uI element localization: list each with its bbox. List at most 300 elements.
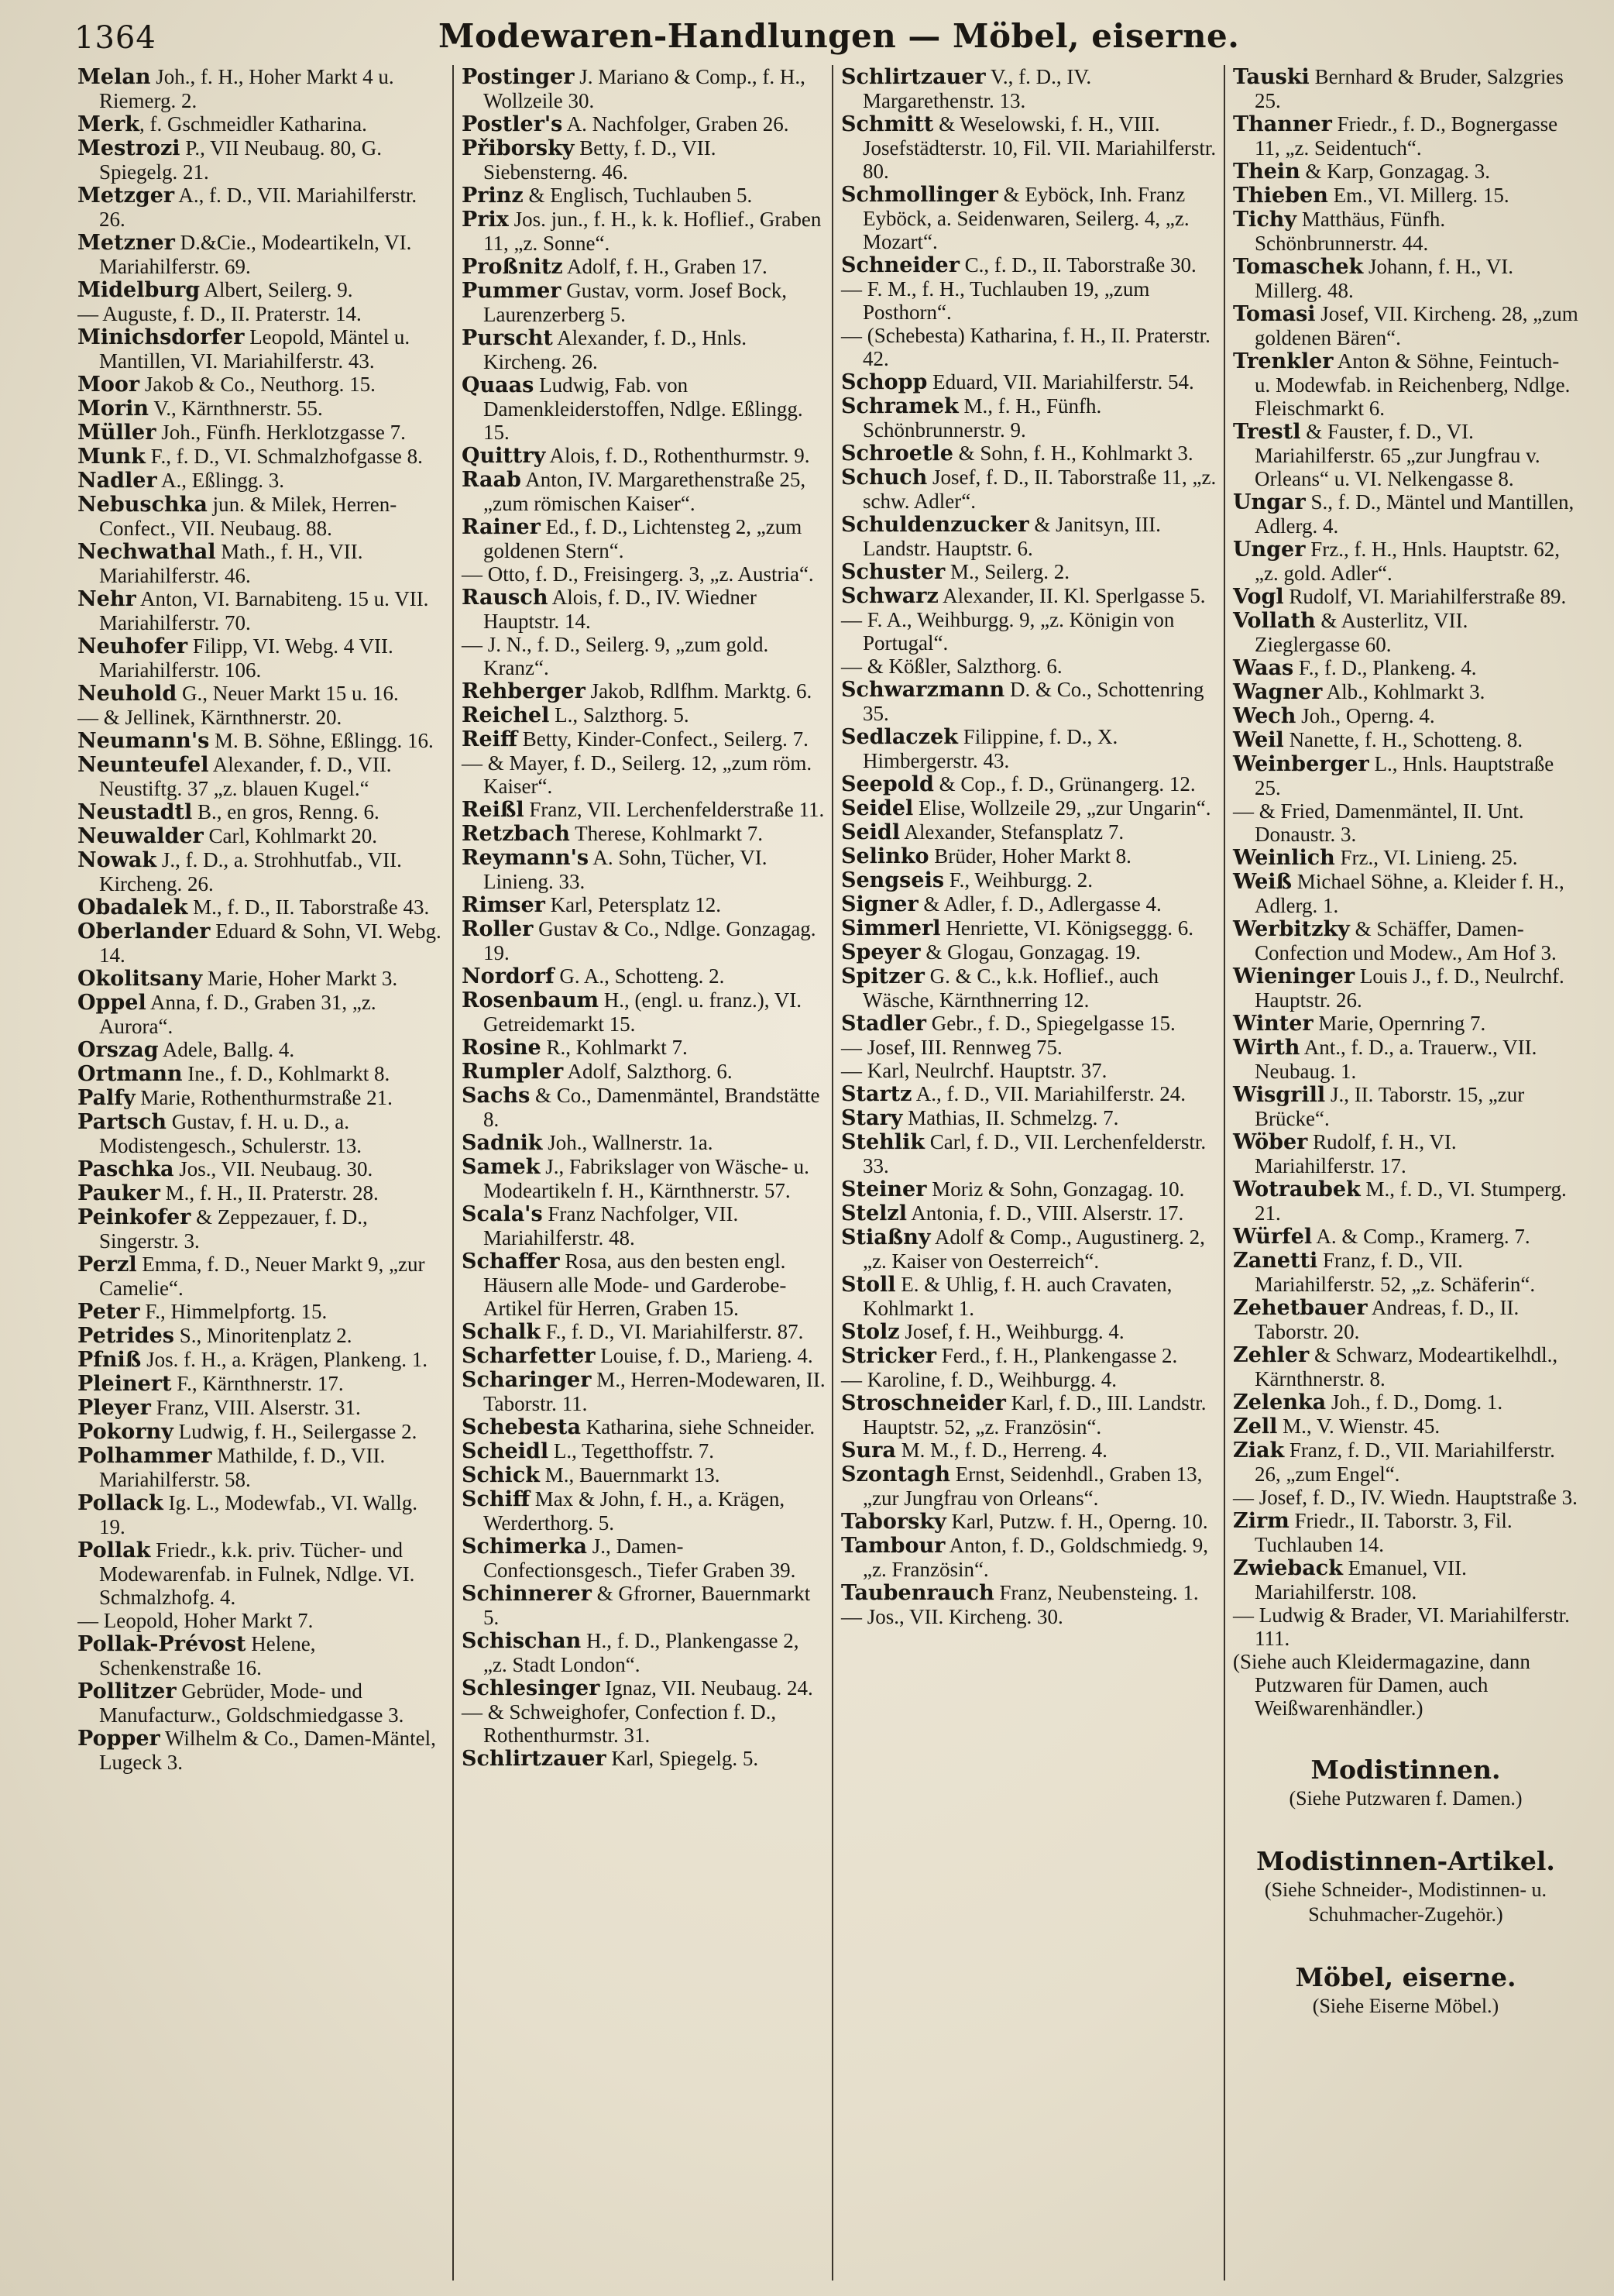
entry-name: Nowak — [77, 848, 157, 872]
directory-entry — [462, 893, 827, 917]
entry-name: Stolz — [841, 1320, 900, 1344]
entry-name: Partsch — [77, 1110, 167, 1134]
entry-name: Schischan — [462, 1629, 582, 1653]
entry-name: Pleinert — [77, 1372, 172, 1396]
entry-details: & Cop., f. D., Grünangerg. 12. — [933, 772, 1196, 796]
directory-entry — [1233, 302, 1578, 349]
entry-details: — & Mayer, f. D., Seilerg. 12, „zum röm. Kaiser“. — [462, 751, 812, 798]
entry-name: Munk — [77, 445, 146, 469]
entry-name: Pleyer — [77, 1396, 151, 1420]
entry-details: V., Kärnthnerstr. 55. — [149, 397, 323, 420]
entry-details: Josef, f. H., Weihburgg. 4. — [899, 1320, 1125, 1343]
directory-entry — [841, 892, 1219, 916]
entry-name: Neuhold — [77, 682, 177, 706]
directory-entry — [841, 370, 1219, 394]
directory-entry — [462, 822, 827, 846]
entry-details: Helene, Schenkenstraße 16. — [99, 1632, 316, 1679]
directory-entry — [462, 112, 827, 136]
directory-entry — [1233, 349, 1578, 420]
entry-details: — & Kößler, Salzthorg. 6. — [841, 655, 1063, 678]
entry-details: & Schwarz, Modeartikelhdl., Kärnthnerstr. 8. — [1255, 1343, 1558, 1390]
entry-name: Weiß — [1233, 870, 1293, 894]
entry-details: M., Herren-Modewaren, II. Taborstr. 11. — [483, 1368, 826, 1415]
entry-details: Em., VI. Millerg. 15. — [1327, 184, 1509, 207]
directory-entry — [841, 964, 1219, 1012]
directory-columns — [77, 65, 1583, 2281]
directory-entry — [77, 445, 448, 469]
directory-entry — [841, 655, 1219, 678]
directory-entry — [462, 279, 827, 326]
directory-entry — [1233, 917, 1578, 964]
entry-name: Oppel — [77, 991, 146, 1015]
directory-entry — [1233, 680, 1578, 704]
directory-entry — [841, 1106, 1219, 1130]
entry-details: F., Himmelpfortg. 15. — [139, 1300, 328, 1323]
directory-entry — [462, 136, 827, 184]
entry-name: Schimerka — [462, 1535, 587, 1559]
directory-entry — [77, 1679, 448, 1727]
entry-name: Sura — [841, 1438, 896, 1462]
directory-entry — [1233, 1225, 1578, 1249]
entry-name: Weil — [1233, 728, 1284, 752]
entry-details: Franz, VII. Lerchenfelderstraße 11. — [524, 798, 825, 821]
entry-name: Schiff — [462, 1487, 530, 1511]
directory-entry — [462, 1368, 827, 1415]
entry-details: — F. A., Weihburgg. 9, „z. Königin von Portugal“. — [841, 608, 1175, 655]
entry-details: F., f. D., VI. Schmalzhofgasse 8. — [145, 445, 423, 468]
entry-details: Betty, Kinder-Confect., Seilerg. 7. — [517, 727, 809, 751]
entry-details: R., Kohlmarkt 7. — [541, 1036, 688, 1059]
column-2 — [452, 65, 832, 2281]
entry-name: Zirm — [1233, 1509, 1289, 1533]
directory-entry — [462, 1155, 827, 1202]
entry-details: Louise, f. D., Marieng. 4. — [595, 1344, 813, 1367]
entry-details: M., f. D., II. Taborstraße 43. — [187, 895, 430, 919]
directory-entry — [77, 1157, 448, 1181]
entry-name: Unger — [1233, 538, 1306, 562]
directory-entry — [1233, 1249, 1578, 1296]
directory-entry — [841, 1438, 1219, 1462]
entry-details: — J. N., f. D., Seilerg. 9, „zum gold. Kranz“. — [462, 633, 769, 679]
entry-name: Thieben — [1233, 184, 1328, 208]
entry-details: Michael Söhne, a. Kleider f. H., Adlerg. 1. — [1255, 870, 1564, 917]
entry-details: Joh., f. H., Hoher Markt 4 u. Riemerg. 2. — [99, 65, 394, 112]
entry-details: & Glogau, Gonzagag. 19. — [920, 940, 1141, 964]
entry-details: G. A., Schotteng. 2. — [554, 964, 725, 988]
entry-name: Weinlich — [1233, 846, 1335, 870]
entry-name: Spitzer — [841, 964, 925, 988]
entry-details: Eduard & Sohn, VI. Webg. 14. — [99, 919, 441, 967]
entry-details: Rosa, aus den besten engl. Häusern alle Mode- und Garderobe-Artikel für Herren, Graben 15. — [483, 1249, 787, 1320]
directory-entry — [77, 1609, 448, 1632]
entry-name: Taubenrauch — [841, 1581, 994, 1605]
directory-entry — [77, 421, 448, 445]
entry-details: Ed., f. D., Lichtensteg 2, „zum goldenen Stern“. — [483, 515, 802, 562]
directory-entry — [1233, 160, 1578, 184]
entry-name: Pollitzer — [77, 1679, 177, 1703]
directory-entry — [841, 183, 1219, 253]
entry-name: Rumpler — [462, 1060, 564, 1084]
directory-entry — [462, 1415, 827, 1439]
entry-details: — Auguste, f. D., II. Praterstr. 14. — [77, 302, 362, 325]
column-4 — [1224, 65, 1583, 2281]
entry-name: Pollak — [77, 1538, 151, 1562]
entry-details: — (Schebesta) Katharina, f. H., II. Praterstr. 42. — [841, 324, 1210, 370]
entry-details: Anna, f. D., Graben 31, „z. Aurora“. — [99, 991, 376, 1038]
directory-entry — [841, 1082, 1219, 1106]
entry-details: Henriette, VI. Königseggg. 6. — [940, 916, 1194, 940]
entry-name: Postinger — [462, 65, 575, 89]
entry-details: Ferd., f. H., Plankengasse 2. — [936, 1344, 1178, 1367]
directory-entry — [841, 1510, 1219, 1534]
directory-entry — [462, 703, 827, 727]
entry-details: B., en gros, Renng. 6. — [192, 800, 379, 823]
entry-name: Zehler — [1233, 1343, 1310, 1367]
entry-name: Müller — [77, 421, 156, 445]
entry-name: Peter — [77, 1300, 140, 1324]
entry-name: Rosine — [462, 1036, 541, 1060]
entry-details: Gustav, f. H. u. D., a. Modistengesch., Schulerstr. 13. — [99, 1110, 362, 1157]
entry-name: Schwarzmann — [841, 678, 1005, 702]
entry-details: Ernst, Seidenhdl., Graben 13, „zur Jungfrau von Orleans“. — [863, 1462, 1203, 1510]
directory-entry — [1233, 1414, 1578, 1438]
entry-details: Franz, f. D., VII. Mariahilferstr. 52, „z. Schäferin“. — [1255, 1249, 1536, 1296]
entry-details: Alexander, II. Kl. Sperlgasse 5. — [938, 584, 1206, 607]
entry-name: Speyer — [841, 940, 921, 964]
directory-entry — [77, 184, 448, 231]
entry-name: Zelenka — [1233, 1390, 1327, 1414]
entry-details: Wilhelm & Co., Damen-Mäntel, Lugeck 3. — [99, 1727, 436, 1774]
directory-entry — [77, 919, 448, 967]
entry-name: Selinko — [841, 844, 929, 868]
section-title: Möbel, eiserne. — [1295, 1962, 1516, 1992]
entry-details: & Zeppezauer, f. D., Singerstr. 3. — [99, 1205, 368, 1253]
entry-details: Frz., f. H., Hnls. Hauptstr. 62, „z. gold. Adler“. — [1255, 538, 1560, 585]
entry-name: Morin — [77, 397, 149, 421]
entry-name: Schlirtzauer — [462, 1747, 606, 1771]
entry-details: P., VII Neubaug. 80, G. Spiegelg. 21. — [99, 136, 383, 184]
directory-entry — [462, 846, 827, 893]
directory-entry — [841, 796, 1219, 820]
entry-name: Taborsky — [841, 1510, 946, 1534]
entry-name: Popper — [77, 1727, 160, 1751]
directory-entry — [841, 1344, 1219, 1368]
directory-entry — [462, 184, 827, 208]
entry-name: Schalk — [462, 1320, 541, 1344]
directory-entry — [841, 1036, 1219, 1059]
directory-entry — [1233, 1438, 1578, 1486]
directory-entry — [841, 1320, 1219, 1344]
entry-details: F., Kärnthnerstr. 17. — [171, 1372, 344, 1395]
directory-entry — [77, 753, 448, 800]
directory-entry — [462, 255, 827, 279]
directory-entry — [462, 1084, 827, 1131]
entry-details: L., Hnls. Hauptstraße 25. — [1255, 752, 1554, 799]
entry-details: Mathias, II. Schmelzg. 7. — [902, 1106, 1119, 1129]
entry-name: Stehlik — [841, 1130, 925, 1154]
entry-name: Schramek — [841, 394, 959, 418]
column-3 — [832, 65, 1224, 2281]
entry-name: Schmitt — [841, 112, 934, 136]
entry-details: A., Eßlingg. 3. — [156, 469, 284, 492]
entry-name: Ortmann — [77, 1062, 183, 1086]
entry-details: — & Jellinek, Kärnthnerstr. 20. — [77, 706, 342, 729]
entry-name: Thein — [1233, 160, 1300, 184]
directory-entry — [77, 540, 448, 587]
entry-name: Neustadtl — [77, 800, 193, 824]
entry-name: Purscht — [462, 326, 553, 350]
entry-details: H., (engl. u. franz.), VI. Getreidemarkt 15. — [483, 988, 802, 1036]
directory-entry — [77, 1205, 448, 1253]
section-title: Modistinnen-Artikel. — [1256, 1846, 1555, 1876]
directory-entry — [462, 1700, 827, 1747]
directory-entry — [841, 65, 1219, 112]
entry-details: Anton, IV. Margarethenstraße 25, „zum römischen Kaiser“. — [483, 468, 806, 515]
directory-entry — [1233, 752, 1578, 799]
entry-name: Wisgrill — [1233, 1083, 1326, 1107]
entry-details: Franz Nachfolger, VII. Mariahilferstr. 48. — [483, 1202, 739, 1249]
entry-details: — & Schweighofer, Confection f. D., Rothenthurmstr. 31. — [462, 1700, 777, 1747]
directory-entry — [462, 1439, 827, 1463]
entry-name: Mestrozi — [77, 136, 180, 160]
entry-name: Pummer — [462, 279, 561, 303]
directory-entry — [841, 1581, 1219, 1605]
entry-details: Betty, f. D., VII. Siebensterng. 46. — [483, 136, 716, 184]
directory-entry — [1233, 65, 1578, 112]
entry-name: Reiff — [462, 727, 518, 751]
entry-name: Scheidl — [462, 1439, 549, 1463]
entry-details: & Englisch, Tuchlauben 5. — [523, 184, 753, 207]
entry-name: Obadalek — [77, 895, 188, 919]
entry-details: Rudolf, f. H., VI. Mariahilferstr. 17. — [1255, 1130, 1457, 1177]
directory-entry — [462, 1535, 827, 1582]
entry-name: Tichy — [1233, 208, 1297, 232]
entry-details: Joh., Fünfh. Herklotzgasse 7. — [156, 421, 406, 444]
section-block — [1233, 1961, 1578, 2019]
directory-entry — [462, 727, 827, 751]
entry-details: A. Nachfolger, Graben 26. — [562, 112, 789, 136]
directory-entry — [77, 493, 448, 540]
directory-entry — [462, 1320, 827, 1344]
entry-details: Anton, f. D., Goldschmiedg. 9, „z. Französin“. — [863, 1534, 1209, 1581]
entry-details: Jos., VII. Neubaug. 30. — [173, 1157, 373, 1181]
entry-name: Petrides — [77, 1324, 174, 1348]
page-number: 1364 — [74, 20, 156, 56]
directory-entry — [77, 1396, 448, 1420]
directory-entry — [841, 277, 1219, 324]
entry-name: Sadnik — [462, 1131, 543, 1155]
entry-details: & Janitsyn, III. Landstr. Hauptstr. 6. — [863, 513, 1161, 560]
entry-name: Schroetle — [841, 442, 953, 466]
entry-name: Metzger — [77, 184, 175, 208]
entry-name: Midelburg — [77, 278, 201, 302]
directory-entry — [77, 65, 448, 112]
entry-details: J., Fabrikslager von Wäsche- u. Modeartikeln f. H., Kärnthnerstr. 57. — [483, 1155, 809, 1202]
entry-details: — Josef, f. D., IV. Wiedn. Hauptstraße 3. — [1233, 1486, 1578, 1509]
entry-name: Roller — [462, 917, 534, 941]
entry-name: Scala's — [462, 1202, 543, 1226]
directory-entry — [462, 988, 827, 1036]
directory-entry — [841, 1273, 1219, 1320]
entry-details: & Adler, f. D., Adlergasse 4. — [918, 892, 1162, 916]
directory-entry — [841, 513, 1219, 560]
directory-entry — [77, 1538, 448, 1609]
entry-name: Wieninger — [1233, 964, 1355, 988]
entry-details: — F. M., f. H., Tuchlauben 19, „zum Posthorn“. — [841, 277, 1150, 324]
directory-entry — [462, 917, 827, 964]
entry-details: Adolf, f. H., Graben 17. — [562, 255, 768, 278]
entry-details: Josef, VII. Kircheng. 28, „zum goldenen Bären“. — [1255, 302, 1578, 349]
directory-entry — [1233, 1509, 1578, 1556]
entry-details: Franz, VIII. Alserstr. 31. — [150, 1396, 361, 1419]
entry-name: Zwieback — [1233, 1556, 1343, 1580]
entry-name: Pollack — [77, 1491, 163, 1515]
directory-entry — [462, 1747, 827, 1771]
directory-entry — [77, 1444, 448, 1491]
entry-details: F., f. D., VI. Mariahilferstr. 87. — [541, 1320, 804, 1343]
entry-name: Moor — [77, 373, 140, 397]
entry-details: M. M., f. D., Herreng. 4. — [895, 1438, 1107, 1462]
entry-details: Louis J., f. D., Neulrchf. Hauptstr. 26. — [1255, 964, 1564, 1012]
entry-details: Marie, Opernring 7. — [1313, 1012, 1486, 1035]
directory-entry — [1233, 1603, 1578, 1650]
directory-entry — [841, 608, 1219, 655]
entry-name: Melan — [77, 65, 151, 89]
entry-name: Tauski — [1233, 65, 1310, 89]
entry-name: Paschka — [77, 1157, 174, 1181]
entry-details: Elise, Wollzeile 29, „zur Ungarin“. — [913, 796, 1211, 820]
entry-name: Trestl — [1233, 420, 1301, 444]
entry-details: J., II. Taborstr. 15, „zur Brücke“. — [1255, 1083, 1525, 1130]
directory-entry — [462, 65, 827, 112]
entry-name: Schaffer — [462, 1249, 560, 1273]
directory-entry — [841, 1059, 1219, 1082]
entry-details: Ig. L., Modewfab., VI. Wallg. 19. — [99, 1491, 418, 1538]
entry-details: F., f. D., Plankeng. 4. — [1293, 656, 1477, 679]
entry-details: & Sohn, f. H., Kohlmarkt 3. — [953, 442, 1193, 465]
entry-details: Katharina, siehe Schneider. — [580, 1415, 816, 1438]
entry-details: Johann, f. H., VI. Millerg. 48. — [1255, 255, 1513, 302]
directory-entry — [77, 682, 448, 706]
entry-name: Tomasi — [1233, 302, 1316, 326]
section-note: (Siehe Eiserne Möbel.) — [1312, 1995, 1499, 2017]
entry-details: & Co., Damenmäntel, Brandstätte 8. — [483, 1084, 820, 1131]
entry-details: L., Salzthorg. 5. — [549, 703, 689, 727]
directory-entry — [841, 868, 1219, 892]
directory-entry — [462, 798, 827, 822]
entry-details: Franz, f. D., VII. Mariahilferstr. 26, „zum Engel“. — [1255, 1438, 1555, 1486]
entry-name: Orszag — [77, 1038, 159, 1062]
directory-entry — [841, 1368, 1219, 1391]
directory-entry — [462, 515, 827, 562]
directory-entry — [1233, 799, 1578, 846]
entry-details: Alois, f. D., IV. Wiedner Hauptstr. 14. — [483, 586, 757, 633]
entry-name: Stary — [841, 1106, 903, 1130]
directory-entry — [77, 469, 448, 493]
entry-details: , f. Gschmeidler Katharina. — [139, 112, 367, 136]
entry-details: Adolf, Salzthorg. 6. — [563, 1060, 733, 1083]
directory-entry — [77, 706, 448, 729]
entry-details: A. Sohn, Tücher, VI. Linieng. 33. — [483, 846, 768, 893]
entry-details: J. Mariano & Comp., f. H., Wollzeile 30. — [483, 65, 805, 112]
directory-entry — [462, 1582, 827, 1629]
entry-name: Rosenbaum — [462, 988, 599, 1012]
entry-name: Wotraubek — [1233, 1177, 1361, 1201]
entry-name: Schlesinger — [462, 1676, 600, 1700]
directory-entry — [77, 1372, 448, 1396]
directory-entry — [77, 1632, 448, 1679]
entry-details: Math., f. H., VII. Mariahilferstr. 46. — [99, 540, 363, 587]
entry-details: Nanette, f. H., Schotteng. 8. — [1283, 728, 1523, 751]
entry-name: Nebuschka — [77, 493, 208, 517]
directory-entry — [77, 1181, 448, 1205]
entry-details: Franz, Neubensteing. 1. — [994, 1581, 1199, 1604]
directory-entry — [1233, 255, 1578, 302]
entry-details: G., Neuer Markt 15 u. 16. — [177, 682, 399, 705]
entry-details: Adolf & Comp., Augustinerg. 2, „z. Kaiser von Oesterreich“. — [863, 1225, 1205, 1273]
entry-details: M., Bauernmarkt 13. — [539, 1463, 720, 1487]
entry-details: — Ludwig & Brader, VI. Mariahilferstr. 111. — [1233, 1603, 1570, 1650]
directory-entry — [77, 1491, 448, 1538]
entry-details: Karl, Putzw. f. H., Operng. 10. — [946, 1510, 1208, 1533]
directory-entry — [1233, 964, 1578, 1012]
entry-name: Neunteufel — [77, 753, 209, 777]
directory-entry — [841, 940, 1219, 964]
entry-details: & Karp, Gonzagag. 3. — [1300, 160, 1490, 183]
entry-details: Josef, f. D., II. Taborstraße 11, „z. schw. Adler“. — [863, 466, 1217, 513]
directory-entry — [77, 1348, 448, 1372]
directory-entry — [462, 1202, 827, 1249]
directory-entry — [841, 112, 1219, 183]
entry-name: Seidel — [841, 796, 914, 820]
directory-entry — [1233, 1296, 1578, 1343]
section-note: (Siehe Schneider-, Modistinnen- u. Schuhmacher-Zugehör.) — [1264, 1878, 1547, 1926]
directory-entry — [1233, 538, 1578, 585]
entry-details: Brüder, Hoher Markt 8. — [929, 844, 1132, 868]
entry-details: (Siehe auch Kleidermagazine, dann Putzwaren für Damen, auch Weißwarenhändler.) — [1233, 1650, 1530, 1720]
entry-name: Prinz — [462, 184, 524, 208]
directory-entry — [1233, 1390, 1578, 1414]
directory-entry — [1233, 1486, 1578, 1509]
entry-name: Rehberger — [462, 679, 586, 703]
directory-entry — [841, 466, 1219, 513]
directory-entry — [77, 991, 448, 1038]
directory-entry — [841, 394, 1219, 442]
directory-entry — [77, 231, 448, 278]
directory-entry — [841, 1012, 1219, 1036]
entry-details: Jos. f. H., a. Krägen, Plankeng. 1. — [141, 1348, 428, 1371]
directory-entry — [1233, 1130, 1578, 1177]
entry-details: — Karl, Neulrchf. Hauptstr. 37. — [841, 1059, 1107, 1082]
directory-entry — [841, 1177, 1219, 1201]
entry-name: Stoll — [841, 1273, 896, 1297]
entry-details: jun. & Milek, Herren-Confect., VII. Neubaug. 88. — [99, 493, 397, 540]
entry-details: Ludwig, Fab. von Damenkleiderstoffen, Ndlge. Eßlingg. 15. — [483, 373, 803, 444]
entry-details: & Austerlitz, VII. Zieglergasse 60. — [1255, 609, 1468, 656]
entry-name: Werbitzky — [1233, 917, 1350, 941]
entry-name: Würfel — [1233, 1225, 1313, 1249]
directory-entry — [77, 895, 448, 919]
entry-name: Vollath — [1233, 609, 1316, 633]
directory-entry — [77, 1086, 448, 1110]
directory-entry — [1233, 656, 1578, 680]
entry-name: Simmerl — [841, 916, 941, 940]
entry-details: Alb., Kohlmarkt 3. — [1322, 680, 1485, 703]
directory-entry — [1233, 1343, 1578, 1390]
directory-entry — [1233, 1650, 1578, 1720]
directory-entry — [1233, 846, 1578, 870]
entry-name: Polhammer — [77, 1444, 212, 1468]
